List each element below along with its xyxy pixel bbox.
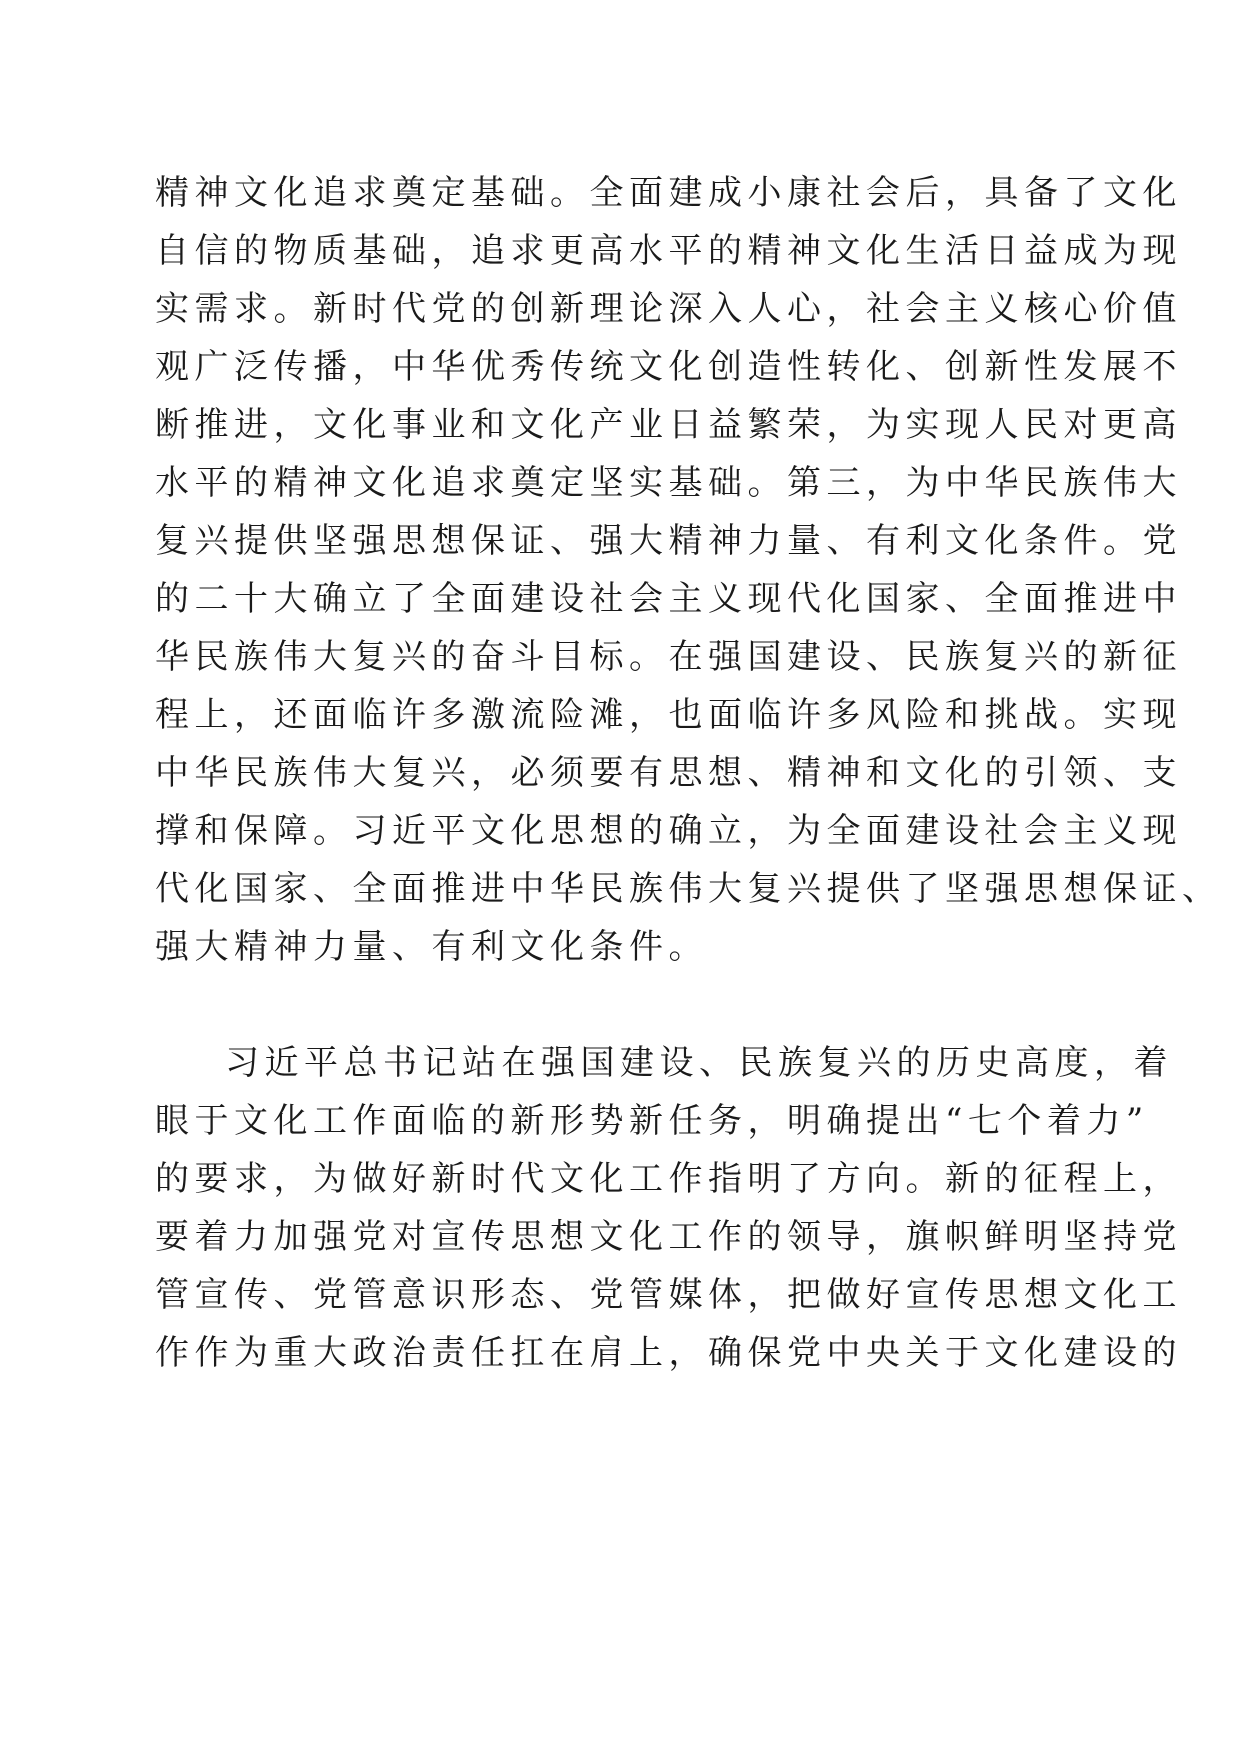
text-line: 习近平总书记站在强国建设、民族复兴的历史高度，着 bbox=[225, 1043, 1173, 1083]
text-line: 的要求，为做好新时代文化工作指明了方向。新的征程上， bbox=[155, 1159, 1182, 1199]
text-line: 华民族伟大复兴的奋斗目标。在强国建设、民族复兴的新征 bbox=[155, 637, 1182, 677]
text-line: 眼于文化工作面临的新形势新任务，明确提出“七个着力” bbox=[155, 1101, 1149, 1141]
text-line: 实需求。新时代党的创新理论深入人心，社会主义核心价值 bbox=[155, 289, 1182, 329]
text-line: 水平的精神文化追求奠定坚实基础。第三，为中华民族伟大 bbox=[155, 463, 1182, 503]
text-line: 观广泛传播，中华优秀传统文化创造性转化、创新性发展不 bbox=[155, 347, 1182, 387]
text-line: 自信的物质基础，追求更高水平的精神文化生活日益成为现 bbox=[155, 231, 1182, 271]
text-line: 断推进，文化事业和文化产业日益繁荣，为实现人民对更高 bbox=[155, 405, 1182, 445]
text-line: 作作为重大政治责任扛在肩上，确保党中央关于文化建设的 bbox=[155, 1333, 1182, 1373]
text-line: 要着力加强党对宣传思想文化工作的领导，旗帜鲜明坚持党 bbox=[155, 1217, 1182, 1257]
text-line: 撑和保障。习近平文化思想的确立，为全面建设社会主义现 bbox=[155, 811, 1182, 851]
text-line: 强大精神力量、有利文化条件。 bbox=[155, 927, 708, 967]
text-line: 程上，还面临许多激流险滩，也面临许多风险和挑战。实现 bbox=[155, 695, 1182, 735]
text-line: 精神文化追求奠定基础。全面建成小康社会后，具备了文化 bbox=[155, 173, 1182, 213]
text-line: 代化国家、全面推进中华民族伟大复兴提供了坚强思想保证、 bbox=[155, 869, 1222, 909]
text-line: 的二十大确立了全面建设社会主义现代化国家、全面推进中 bbox=[155, 579, 1182, 619]
text-line: 复兴提供坚强思想保证、强大精神力量、有利文化条件。党 bbox=[155, 521, 1182, 561]
text-line: 中华民族伟大复兴，必须要有思想、精神和文化的引领、支 bbox=[155, 753, 1182, 793]
text-line: 管宣传、党管意识形态、党管媒体，把做好宣传思想文化工 bbox=[155, 1275, 1182, 1315]
